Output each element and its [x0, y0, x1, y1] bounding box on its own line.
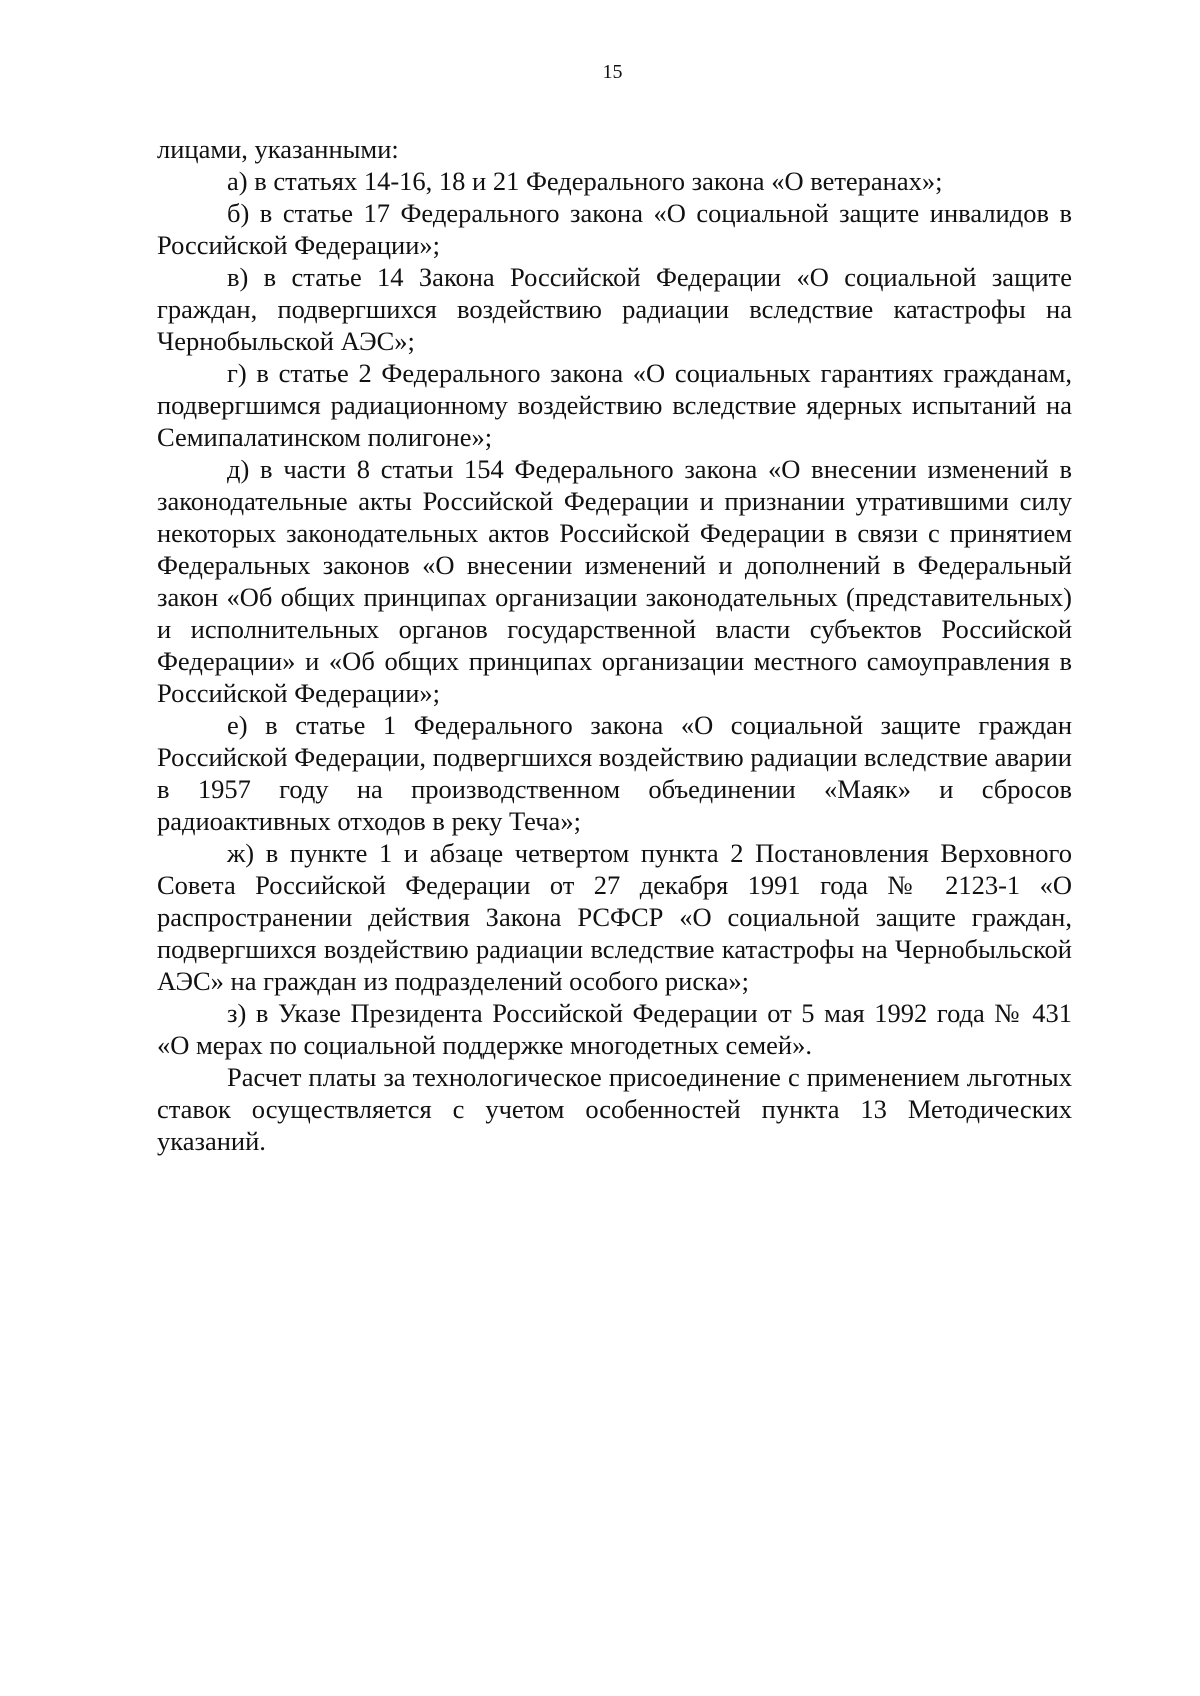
paragraph-item-z: з) в Указе Президента Российской Федерации от 5 мая 1992 года № 431 «О мерах по социальной поддержке многодетных семей». [157, 998, 1072, 1060]
paragraph-item-e: е) в статье 1 Федерального закона «О социальной защите граждан Российской Федерации, подвергшихся воздействию радиации вследствие аварии в 1957 году на производственном объединении «Маяк» и сбросов радиоактивных отходов в реку Теча»; [157, 710, 1072, 836]
paragraph-item-d: д) в части 8 статьи 154 Федерального закона «О внесении изменений в законодательные акты Российской Федерации и признании утратившими силу некоторых законодательных актов Российской Федерации в связи с принятием Федеральных законов «О внесении изменений и дополнений в Федеральный закон «Об общих принципах организации законодательных (представительных) и исполнительных органов государственной власти субъектов Российской Федерации» и «Об общих принципах организации местного самоуправления в Российской Федерации»; [157, 454, 1072, 708]
page-number: 15 [602, 61, 623, 83]
paragraph-item-b: б) в статье 17 Федерального закона «О социальной защите инвалидов в Российской Федерации»; [157, 198, 1072, 260]
paragraph-item-v: в) в статье 14 Закона Российской Федерации «О социальной защите граждан, подвергшихся воздействию радиации вследствие катастрофы на Чернобыльской АЭС»; [157, 262, 1072, 356]
paragraph-calculation-note: Расчет платы за технологическое присоединение с применением льготных ставок осуществляется с учетом особенностей пункта 13 Методических указаний. [157, 1062, 1072, 1156]
paragraph-intro: лицами, указанными: [157, 134, 399, 164]
paragraph-item-a: а) в статьях 14-16, 18 и 21 Федерального закона «О ветеранах»; [227, 166, 943, 196]
paragraph-item-g: г) в статье 2 Федерального закона «О социальных гарантиях гражданам, подвергшимся радиационному воздействию вследствие ядерных испытаний на Семипалатинском полигоне»; [157, 358, 1072, 452]
document-body [157, 133, 1072, 1157]
paragraph-item-zh: ж) в пункте 1 и абзаце четвертом пункта 2 Постановления Верховного Совета Российской Федерации от 27 декабря 1991 года № 2123-1 «О распространении действия Закона РСФСР «О социальной защите граждан, подвергшихся воздействию радиации вследствие катастрофы на Чернобыльской АЭС» на граждан из подразделений особого риска»; [157, 838, 1072, 996]
